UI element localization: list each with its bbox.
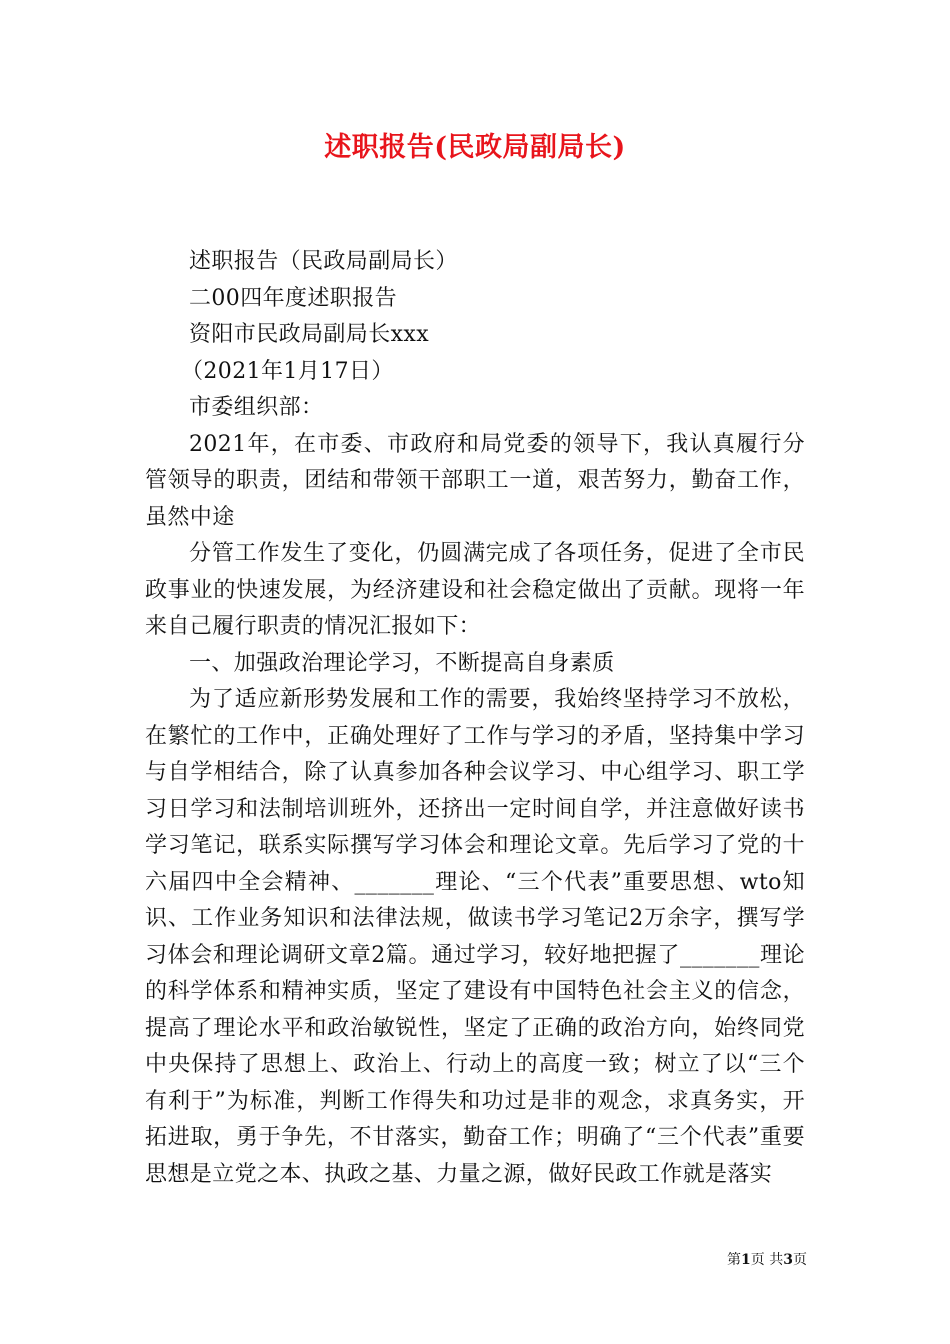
paragraph-date: （2021年1月17日） [181,358,394,384]
paragraph-intro: 2021年，在市委、市政府和局党委的领导下，我认真履行分管领导的职责，团结和带领干部职工一道，艰苦努力，勤奋工作，虽然中途 [145,431,805,530]
page-footer [727,1250,807,1270]
document-title: 述职报告(民政局副局长) [324,132,626,163]
paragraph-addressee: 市委组织部： [189,395,324,420]
paragraph-report-year: 二00四年度述职报告 [189,285,397,311]
paragraph-intro-continued: 分管工作发生了变化，仍圆满完成了各项任务，促进了全市民政事业的快速发展，为经济建设和社会稳定做出了贡献。现将一年来自己履行职责的情况汇报如下： [145,541,805,639]
paragraph-heading-repeat: 述职报告（民政局副局长） [189,249,458,274]
document-body [145,244,805,1193]
footer-current-page: 1 [741,1252,751,1268]
footer-prefix: 第 [727,1252,742,1268]
footer-total-pages: 3 [783,1252,793,1268]
footer-middle: 页 共 [750,1252,784,1268]
paragraph-author: 资阳市民政局副局长xxx [189,322,430,347]
paragraph-section-heading: 一、加强政治理论学习，不断提高自身素质 [189,650,615,676]
paragraph-study: 为了适应新形势发展和工作的需要，我始终坚持学习不放松，在繁忙的工作中，正确处理好了工作与学习的矛盾，坚持集中学习与自学相结合，除了认真参加各种会议学习、中心组学习、职工学习日学习和法制培训班外，还挤出一定时间自学，并注意做好读书学习笔记，联系实际撰写学习体会和理论文章。先后学习了党的十六届四中全会精神、_______理论、“三个代表”重要思想、wto知识、工作业务知识和法律法规，做读书学习笔记2万余字，撰写学习体会和理论调研文章2篇。通过学习，较好地把握了_______理论的科学体系和精神实质，坚定了建设有中国特色社会主义的信念，提高了理论水平和政治敏锐性，坚定了正确的政治方向，始终同党中央保持了思想上、政治上、行动上的高度一致；树立了以“三个有利于”为标准，判断工作得失和功过是非的观念，求真务实，开拓进取，勇于争先，不甘落实，勤奋工作；明确了“三个代表”重要思想是立党之本、执政之基、力量之源，做好民政工作就是落实 [145,687,805,1187]
footer-suffix: 页 [793,1252,807,1268]
